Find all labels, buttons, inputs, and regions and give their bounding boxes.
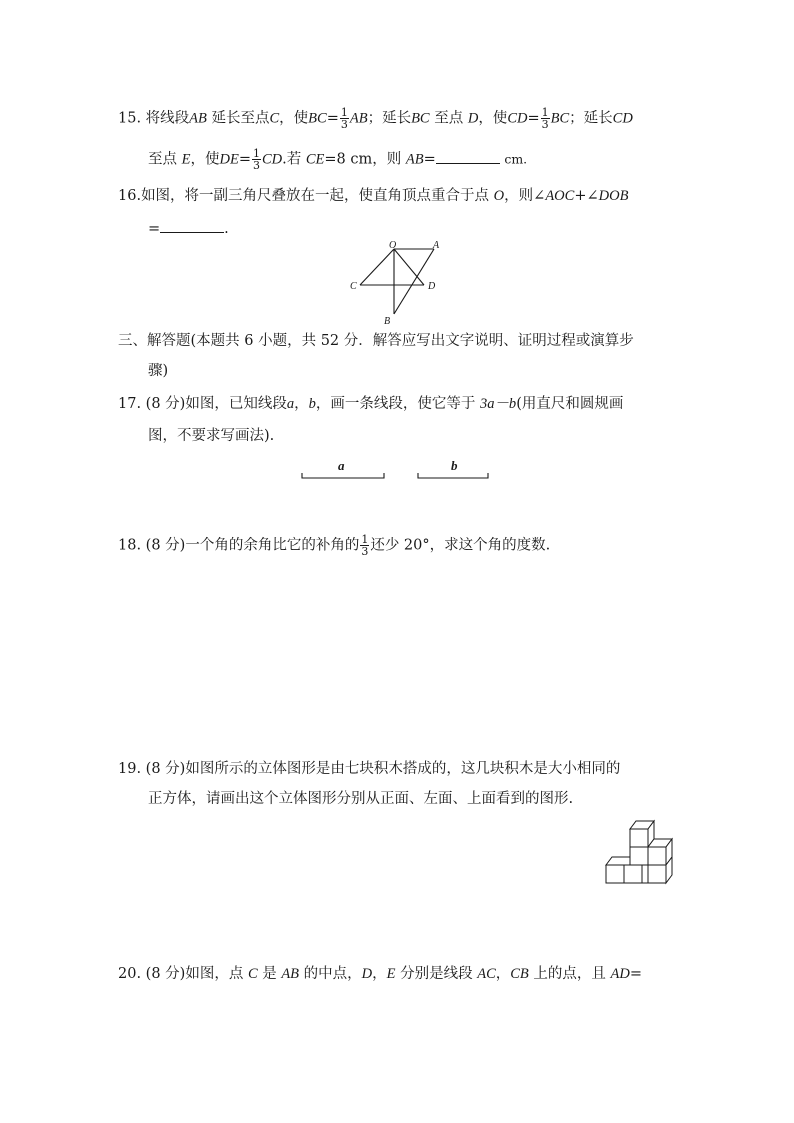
- triangle-rulers-figure: [340, 238, 450, 328]
- q18-line-1: 18. (8 分)一个角的余角比它的补角的 $\frac{1}{3}$ 还少 20°，求这个角的度数.: [118, 533, 551, 558]
- fraction-one-third: $\frac{1}{3}$: [541, 106, 549, 131]
- line-OD: [394, 249, 424, 285]
- fraction-one-third: $\frac{1}{3}$: [252, 147, 260, 172]
- q16-line-2: = .: [148, 218, 229, 239]
- q19-line-1: 19. (8 分)如图所示的立体图形是由七块积木搭成的，这几块积木是大小相同的: [118, 761, 621, 777]
- q16-line-1: 16.如图，将一副三角尺叠放在一起，使直角顶点重合于点 O，则∠AOC+∠DOB: [118, 188, 629, 204]
- label-A: A: [433, 240, 440, 251]
- segments-a-b-figure: [298, 452, 498, 482]
- q15-number: 15.: [118, 110, 142, 127]
- answer-blank[interactable]: [160, 218, 224, 233]
- line-OC: [360, 249, 394, 285]
- fraction-one-third: $\frac{1}{3}$: [361, 533, 369, 558]
- answer-blank[interactable]: [436, 149, 500, 164]
- label-B: B: [384, 316, 391, 327]
- fraction-one-third: $\frac{1}{3}$: [340, 106, 348, 131]
- segment-a: [302, 473, 384, 478]
- label-b: b: [451, 458, 458, 473]
- cube-stack-figure: [600, 816, 680, 892]
- q15-line-2: 至点 E，使DE= $\frac{1}{3}$ CD.若 CE=8 cm，则 AB= cm.: [148, 147, 528, 172]
- q20-line-1: 20. (8 分)如图，点 C 是 AB 的中点，D，E 分别是线段 AC，CB 上的点，且 AD=: [118, 966, 642, 982]
- label-a: a: [338, 458, 345, 473]
- label-O: O: [389, 240, 397, 251]
- label-D: D: [428, 281, 436, 292]
- q15-line-1: 15. 将线段AB 延长至点C，使BC= $\frac{1}{3}$ AB；延长BC 至点 D，使CD= $\frac{1}{3}$ BC；延长CD: [118, 106, 633, 131]
- label-C: C: [350, 281, 357, 292]
- segment-b: [418, 473, 488, 478]
- q17-line-1: 17. (8 分)如图，已知线段a，b，画一条线段，使它等于 3a－b(用直尺和圆规画: [118, 396, 624, 412]
